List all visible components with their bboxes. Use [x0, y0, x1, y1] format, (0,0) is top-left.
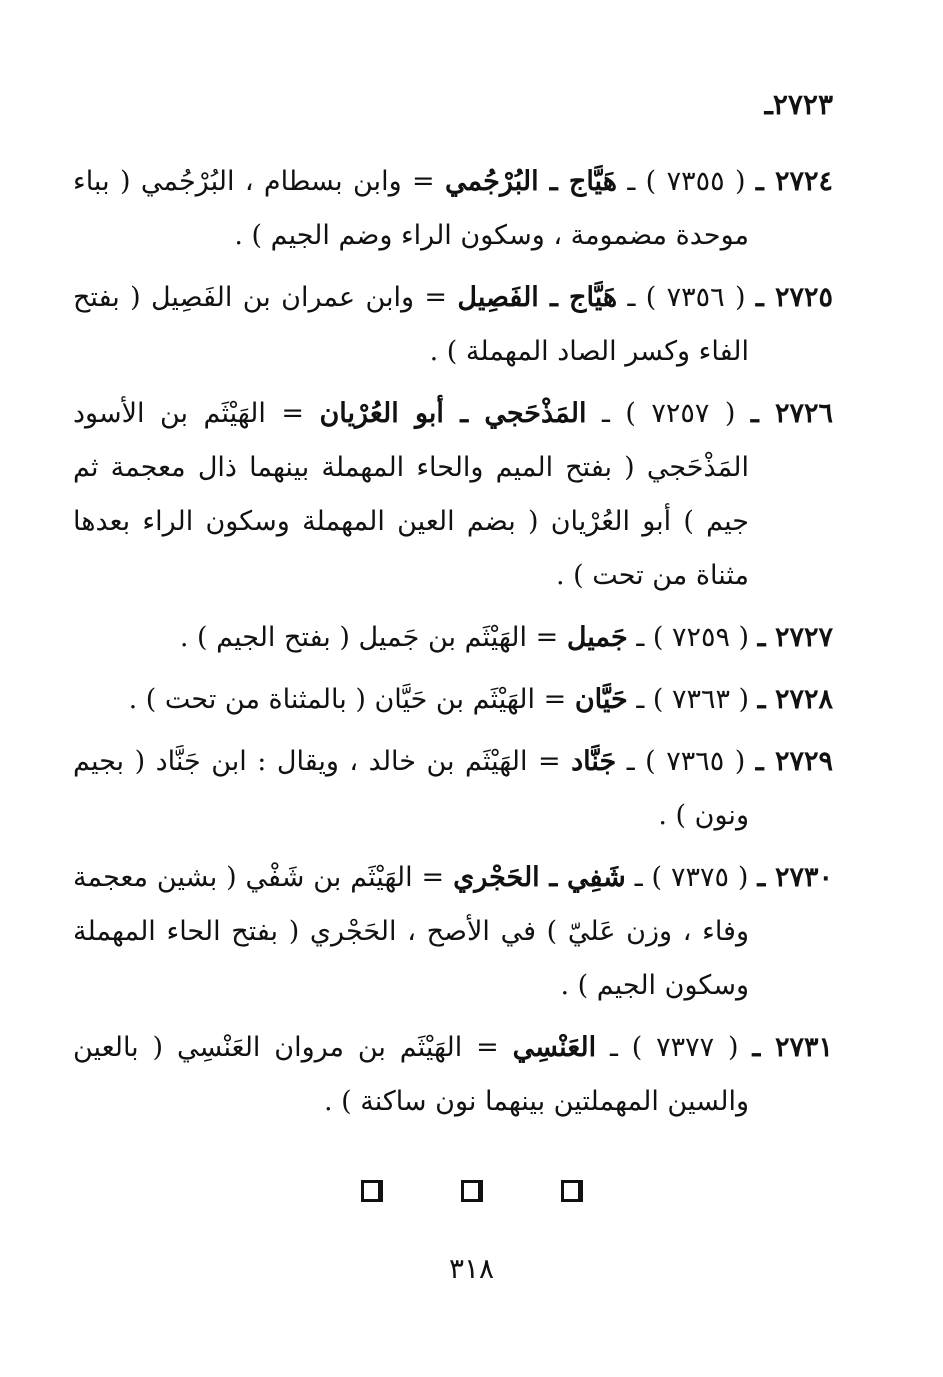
entry-reference: ( ٧٣٥٦ ) ـ	[627, 282, 746, 313]
entry-reference: ( ٧٢٥٧ ) ـ	[601, 398, 736, 429]
entry-number: ٢٧٢٩ ـ	[755, 746, 834, 777]
square-ornament-icon	[361, 1180, 383, 1202]
entry-reference: ( ٧٣٦٥ ) ـ	[626, 746, 746, 777]
section-ornaments	[0, 1180, 943, 1202]
entry	[73, 673, 833, 727]
entry-text: = الهَيْثَم بن مروان العَنْسِي ( بالعين والسين المهملتين بينهما نون ساكنة ) .	[73, 1032, 749, 1117]
entry-reference: ( ٧٣٥٥ ) ـ	[627, 166, 746, 197]
entry-number: ٢٧٢٦ ـ	[750, 398, 834, 429]
entry-keyword: جَميل	[566, 622, 628, 653]
entries-list	[73, 155, 833, 1137]
entry-reference: ( ٧٣٧٧ ) ـ	[609, 1032, 739, 1063]
entry-keyword: جَنَّاد	[571, 746, 617, 777]
entry-keyword: العَنْسِي	[512, 1032, 597, 1063]
entry-text: = الهَيْثَم بن الأسود المَذْحَجي ( بفتح الميم والحاء المهملة بينهما ذال معجمة ثم جيم ) أبو العُرْيان ( بضم العين المهملة وسكون الراء بعدها مثناة من تحت ) .	[73, 398, 749, 591]
entry-keyword: المَذْحَجي ـ أبو العُرْيان	[319, 398, 587, 429]
entry-keyword: شَفِي ـ الحَجْري	[453, 862, 626, 893]
entry	[73, 611, 833, 665]
entry	[73, 387, 833, 603]
entry-keyword: حَيَّان	[574, 684, 628, 715]
page-number: ٣١٨	[448, 1252, 495, 1285]
entry	[73, 851, 833, 1013]
entry-number: ٢٧٢٤ ـ	[755, 166, 834, 197]
entry	[73, 271, 833, 379]
entry	[73, 735, 833, 843]
entry-text: = الهَيْثَم بن شَفْي ( بشين معجمة وفاء ، وزن عَليّ ) في الأصح ، الحَجْري ( بفتح الحاء المهملة وسكون الجيم ) .	[73, 862, 749, 1001]
entry-keyword: هَيَّاج ـ الفَصِيل	[457, 282, 618, 313]
entry-keyword: هَيَّاج ـ البُرْجُمي	[445, 166, 617, 197]
entry-reference: ( ٧٣٧٥ ) ـ	[634, 862, 749, 893]
continued-entry-number: ٢٧٢٣ـ	[764, 88, 833, 121]
entry-number: ٢٧٣٠ ـ	[757, 862, 833, 893]
entry-number: ٢٧٣١ ـ	[752, 1032, 833, 1063]
entry-text: = الهَيْثَم بن حَيَّان ( بالمثناة من تحت ) .	[128, 684, 567, 715]
entry-text: = الهَيْثَم بن خالد ، ويقال : ابن جَنَّاد ( بجيم ونون ) .	[73, 746, 749, 831]
entry-reference: ( ٧٢٥٩ ) ـ	[636, 622, 750, 653]
entry	[73, 1021, 833, 1129]
entry-number: ٢٧٢٥ ـ	[755, 282, 833, 313]
entry-number: ٢٧٢٨ ـ	[757, 684, 833, 715]
entry-text: = وابن بسطام ، البُرْجُمي ( بباء موحدة مضمومة ، وسكون الراء وضم الجيم ) .	[73, 166, 749, 251]
entry-text: = وابن عمران بن الفَصِيل ( بفتح الفاء وكسر الصاد المهملة ) .	[73, 282, 749, 367]
entry-text: = الهَيْثَم بن جَميل ( بفتح الجيم ) .	[179, 622, 559, 653]
entry	[73, 155, 833, 263]
square-ornament-icon	[561, 1180, 583, 1202]
square-ornament-icon	[461, 1180, 483, 1202]
entry-number: ٢٧٢٧ ـ	[757, 622, 833, 653]
entry-reference: ( ٧٣٦٣ ) ـ	[636, 684, 750, 715]
